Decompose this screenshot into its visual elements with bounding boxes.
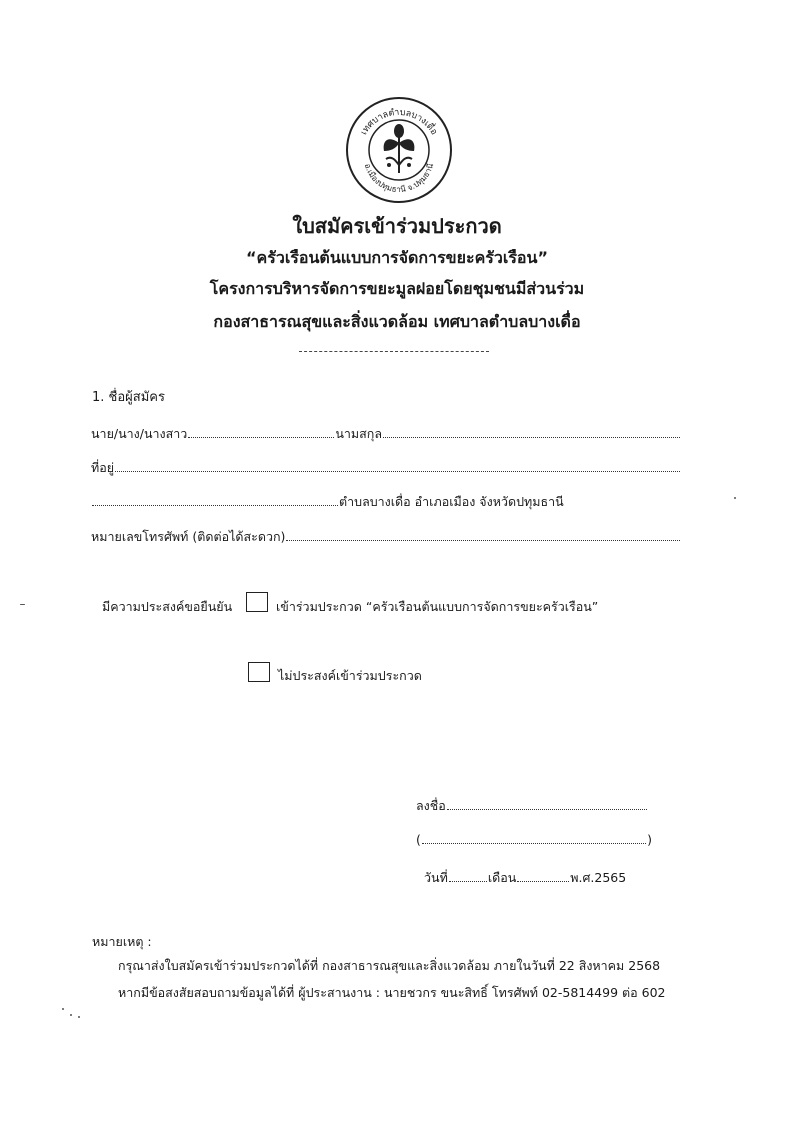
printed-name-field[interactable]: [422, 831, 646, 844]
paren-open: (: [416, 832, 421, 847]
paren-close: ): [647, 832, 652, 847]
month-label: เดือน: [487, 870, 517, 885]
form-title: ใบสมัครเข้าร่วมประกวด: [292, 214, 502, 238]
department-name: กองสาธารณสุขและสิ่งแวดล้อม เทศบาลตำบลบางเดื่อ: [213, 312, 581, 331]
svg-text:เทศบาลตำบลบางเดื่อ: เทศบาลตำบลบางเดื่อ: [359, 107, 439, 137]
printed-name-row: [416, 831, 652, 847]
join-checkbox[interactable]: [246, 592, 268, 612]
name-label: นาย/นาง/นางสาว: [91, 426, 188, 441]
note-line-contact: หากมีข้อสงสัยสอบถามข้อมูลได้ที่ ผู้ประสานงาน : นายชวกร ขนะสิทธิ์ โทรศัพท์ 02-5814499 ต่อ 602: [118, 985, 666, 1000]
section-title-applicant: 1. ชื่อผู้สมัคร: [92, 390, 165, 405]
year-label: พ.ศ.2565: [570, 870, 627, 885]
surname-label: นามสกุล: [335, 426, 382, 441]
address-field[interactable]: [115, 459, 680, 472]
scan-speck: [70, 1014, 72, 1016]
decline-checkbox[interactable]: [248, 662, 270, 682]
address-line2-field[interactable]: [92, 493, 338, 506]
intent-label: มีความประสงค์ขอยืนยัน: [102, 599, 233, 614]
name-row: [91, 424, 681, 444]
signature-label: ลงชื่อ: [416, 798, 446, 813]
date-row: [424, 868, 634, 888]
project-name: โครงการบริหารจัดการขยะมูลฝอยโดยชุมชนมีส่วนร่วม: [209, 279, 585, 298]
name-field[interactable]: [188, 425, 334, 438]
title-divider: [299, 351, 489, 352]
form-subtitle: “ครัวเรือนต้นแบบการจัดการขยะครัวเรือน”: [246, 248, 548, 267]
svg-text:อ.เมืองปทุมธานี จ.ปทุมธานี: อ.เมืองปทุมธานี จ.ปทุมธานี: [362, 162, 436, 195]
notes-heading: หมายเหตุ :: [92, 934, 152, 949]
phone-row: [91, 527, 681, 547]
location-row: [91, 492, 681, 512]
signature-row: [416, 796, 648, 816]
month-field[interactable]: [517, 869, 569, 882]
scan-speck: [734, 497, 736, 499]
note-line-submission: กรุณาส่งใบสมัครเข้าร่วมประกวดได้ที่ กองสาธารณสุขและสิ่งแวดล้อม ภายในวันที่ 22 สิงหาคม 2568: [118, 958, 661, 973]
date-label: วันที่: [424, 870, 448, 885]
signature-field[interactable]: [447, 797, 647, 810]
municipality-seal: [344, 95, 454, 205]
join-option-label: เข้าร่วมประกวด “ครัวเรือนต้นแบบการจัดการขยะครัวเรือน”: [276, 599, 599, 614]
day-field[interactable]: [449, 869, 487, 882]
phone-label: หมายเลขโทรศัพท์ (ติดต่อได้สะดวก): [91, 529, 286, 544]
decline-option-label: ไม่ประสงค์เข้าร่วมประกวด: [278, 668, 422, 683]
surname-field[interactable]: [383, 425, 680, 438]
address-label: ที่อยู่: [91, 460, 115, 475]
scan-speck: [78, 1016, 80, 1018]
scan-speck: [62, 1008, 64, 1010]
scan-speck: [20, 604, 25, 605]
location-text: ตำบลบางเดื่อ อำเภอเมือง จังหวัดปทุมธานี: [339, 494, 564, 509]
phone-field[interactable]: [286, 528, 680, 541]
address-row: [91, 458, 681, 478]
